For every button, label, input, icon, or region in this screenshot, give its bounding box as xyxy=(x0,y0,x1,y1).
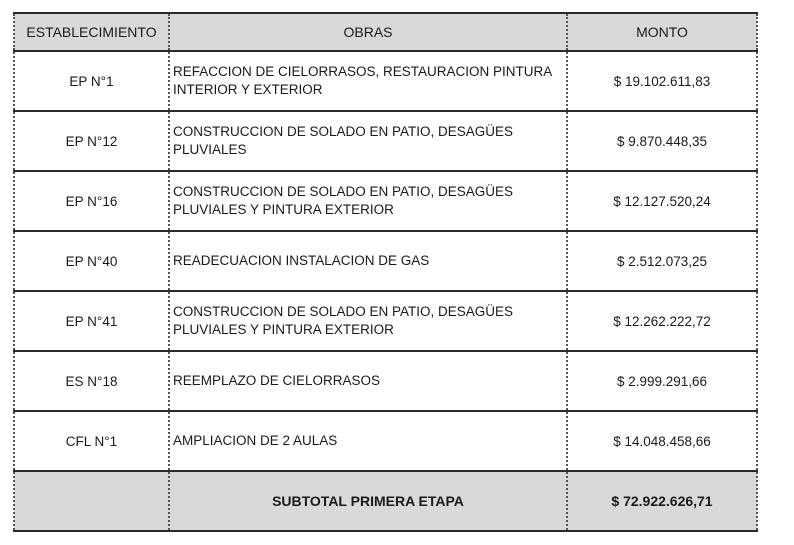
table-row xyxy=(14,51,757,111)
table-header xyxy=(14,13,757,51)
obra-cell: CONSTRUCCION DE SOLADO EN PATIO, DESAGÜES PLUVIALES Y PINTURA EXTERIOR xyxy=(169,291,567,351)
table-row xyxy=(14,171,757,231)
establecimiento-cell: EP N°41 xyxy=(14,291,169,351)
header-monto: MONTO xyxy=(567,13,757,51)
subtotal-monto: $ 72.922.626,71 xyxy=(567,471,757,531)
establecimiento-cell: EP N°16 xyxy=(14,171,169,231)
obras-table xyxy=(13,12,758,532)
monto-cell: $ 19.102.611,83 xyxy=(567,51,757,111)
establecimiento-cell: ES N°18 xyxy=(14,351,169,411)
header-establecimiento: ESTABLECIMIENTO xyxy=(14,13,169,51)
obra-cell: REEMPLAZO DE CIELORRASOS xyxy=(169,351,567,411)
establecimiento-cell: EP N°12 xyxy=(14,111,169,171)
subtotal-empty-cell xyxy=(14,471,169,531)
table-body xyxy=(14,51,757,531)
obra-cell: AMPLIACION DE 2 AULAS xyxy=(169,411,567,471)
monto-cell: $ 12.127.520,24 xyxy=(567,171,757,231)
table-row xyxy=(14,291,757,351)
table-row xyxy=(14,111,757,171)
monto-cell: $ 14.048.458,66 xyxy=(567,411,757,471)
obra-cell: CONSTRUCCION DE SOLADO EN PATIO, DESAGÜES PLUVIALES Y PINTURA EXTERIOR xyxy=(169,171,567,231)
table-row xyxy=(14,411,757,471)
monto-cell: $ 9.870.448,35 xyxy=(567,111,757,171)
header-row xyxy=(14,13,757,51)
obra-cell: CONSTRUCCION DE SOLADO EN PATIO, DESAGÜES PLUVIALES xyxy=(169,111,567,171)
table-row xyxy=(14,231,757,291)
monto-cell: $ 2.999.291,66 xyxy=(567,351,757,411)
monto-cell: $ 2.512.073,25 xyxy=(567,231,757,291)
table-row xyxy=(14,351,757,411)
monto-cell: $ 12.262.222,72 xyxy=(567,291,757,351)
establecimiento-cell: EP N°40 xyxy=(14,231,169,291)
establecimiento-cell: CFL N°1 xyxy=(14,411,169,471)
subtotal-label: SUBTOTAL PRIMERA ETAPA xyxy=(169,471,567,531)
obra-cell: REFACCION DE CIELORRASOS, RESTAURACION PINTURA INTERIOR Y EXTERIOR xyxy=(169,51,567,111)
header-obras: OBRAS xyxy=(169,13,567,51)
obra-cell: READECUACION INSTALACION DE GAS xyxy=(169,231,567,291)
subtotal-row xyxy=(14,471,757,531)
establecimiento-cell: EP N°1 xyxy=(14,51,169,111)
